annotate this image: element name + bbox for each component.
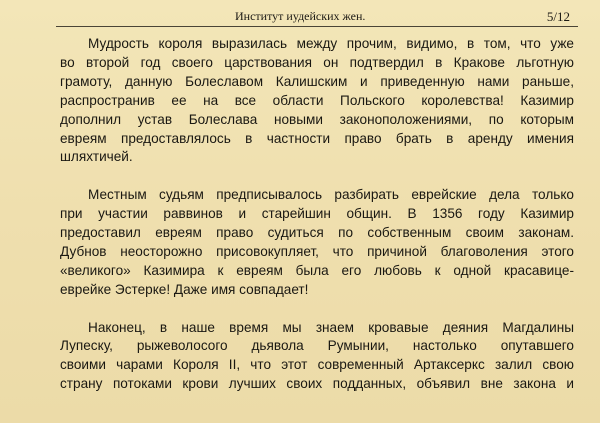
text-line: еврейке Эстерке! Даже имя совпадает! [60, 281, 309, 297]
text-line: страну потоками крови лучших своих подданных, объявил вне закона и [60, 376, 574, 392]
text-line: шляхтичей. [60, 149, 133, 165]
text-line: при участии раввинов и старейшин общин. В 1356 году Казимир [60, 206, 574, 222]
text-line: «великого» Казимира к евреям была его любовь к одной красавице- [60, 262, 574, 278]
paragraph-3 [60, 319, 574, 395]
text-line: во второй год своего царствования он подтвердил в Кракове льготную [60, 54, 574, 70]
paragraph-2 [60, 186, 574, 299]
text-line: грамоту, данную Болеславом Калишским и приведенную нами раньше, [60, 73, 574, 89]
text-line: Лупеску, рыжеволосого дьявола Румынии, настолько опутавшего [60, 338, 574, 354]
header-title: Институт иудейских жен. [235, 9, 366, 23]
text-line: Дубнов неосторожно присовокупляет, что причиной благоволения этого [60, 243, 574, 259]
text-line: дополнил устав Болеслава новыми законоположениями, по которым [60, 111, 574, 127]
text-line: предоставил евреям право судиться по собственным своим законам. [60, 225, 574, 241]
text-line: распространив ее на все области Польского королевства! Казимир [60, 92, 574, 108]
paragraph-1 [60, 35, 574, 167]
text-line: Наконец, в наше время мы знаем кровавые деяния Магдалины [88, 319, 574, 335]
page-number: 5/12 [546, 9, 570, 24]
text-line: Местным судьям предписывалось разбирать еврейские дела только [88, 187, 574, 203]
page-header [56, 7, 578, 27]
text-line: евреям предоставлялось в частности право брать в аренду имения [60, 130, 574, 146]
text-line: Мудрость короля выразилась между прочим, видимо, в том, что уже [88, 36, 574, 51]
text-line: своими чарами Короля II, что этот современный Артаксеркс залил свою [60, 357, 574, 373]
body-text [60, 35, 574, 394]
